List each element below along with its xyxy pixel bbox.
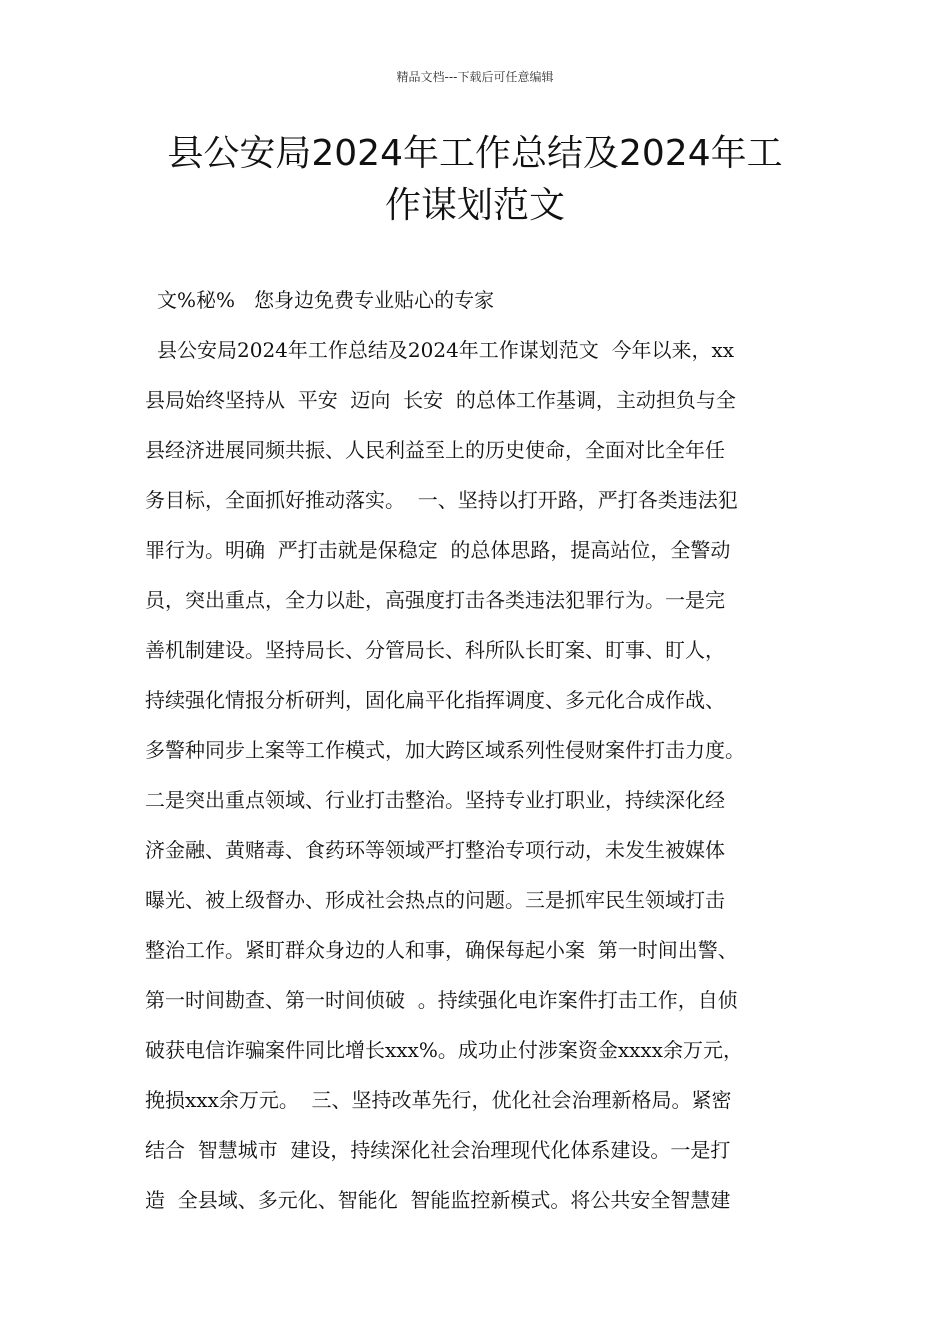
- body-line: 济金融、黄赌毒、食药环等领域严打整治专项行动，未发生被媒体: [145, 838, 725, 862]
- body-line: 第一时间勘查、第一时间侦破 。持续强化电诈案件打击工作，自侦: [145, 988, 738, 1012]
- body-line: 曝光、被上级督办、形成社会热点的问题。三是抓牢民生领域打击: [145, 888, 725, 912]
- body-line: 员，突出重点，全力以赴，高强度打击各类违法犯罪行为。一是完: [145, 588, 725, 612]
- body-line: 结合 智慧城市 建设，持续深化社会治理现代化体系建设。一是打: [145, 1138, 731, 1162]
- body-line: 破获电信诈骗案件同比增长xxx%。成功止付涉案资金xxxx余万元，: [145, 1038, 743, 1062]
- body-line: 县局始终坚持从 平安 迈向 长安 的总体工作基调，主动担负与全: [145, 388, 736, 412]
- header-note: 精品文档---下载后可任意编辑: [396, 70, 554, 84]
- body-line: 持续强化情报分析研判，固化扁平化指挥调度、多元化合成作战、: [145, 688, 725, 712]
- body-line: 善机制建设。坚持局长、分管局长、科所队长盯案、盯事、盯人，: [145, 638, 725, 662]
- body-line: 整治工作。紧盯群众身边的人和事，确保每起小案 第一时间出警、: [145, 938, 738, 962]
- body-line: 县经济进展同频共振、人民利益至上的历史使命，全面对比全年任: [145, 438, 725, 462]
- title-line-1: 县公安局2024年工作总结及2024年工: [167, 133, 783, 174]
- body-line: 多警种同步上案等工作模式，加大跨区域系列性侵财案件打击力度。: [145, 738, 745, 762]
- body-line: 造 全县域、多元化、智能化 智能监控新模式。将公共安全智慧建: [145, 1188, 731, 1212]
- body-line: 文%秘% 您身边免费专业贴心的专家: [157, 288, 495, 312]
- body-line: 二是突出重点领域、行业打击整治。坚持专业打职业，持续深化经: [145, 788, 725, 812]
- body-line: 罪行为。明确 严打击就是保稳定 的总体思路，提高站位，全警动: [145, 538, 731, 562]
- body-line: 务目标，全面抓好推动落实。 一、坚持以打开路，严打各类违法犯: [145, 488, 738, 512]
- title-line-2: 作谋划范文: [384, 185, 565, 226]
- body-line: 挽损xxx余万元。 三、坚持改革先行，优化社会治理新格局。紧密: [145, 1088, 732, 1112]
- document-title: [120, 128, 830, 232]
- body-line: 县公安局2024年工作总结及2024年工作谋划范文 今年以来，xx: [157, 338, 735, 362]
- document-body: [145, 282, 810, 1232]
